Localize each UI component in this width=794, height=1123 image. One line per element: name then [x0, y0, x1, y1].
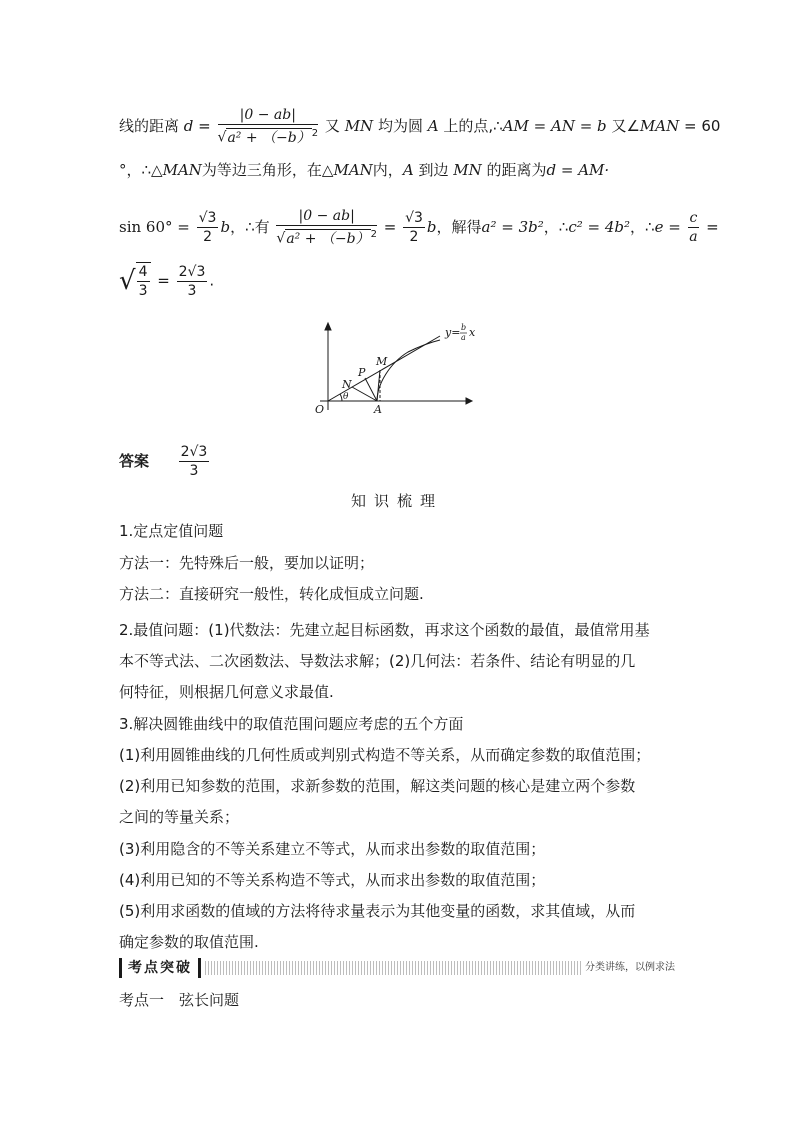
- fraction: [688, 209, 700, 246]
- period: .: [209, 271, 215, 290]
- label-y: y=: [445, 326, 461, 339]
- fraction-denominator: 2: [409, 228, 419, 245]
- body-line: (3)利用隐含的不等关系建立不等式，从而求出参数的取值范围；: [119, 840, 546, 858]
- x-axis-arrow: [466, 398, 472, 404]
- fraction-numerator: |0 − ab|: [218, 106, 319, 125]
- body-line: 1.定点定值问题: [119, 522, 224, 540]
- answer-line: [119, 443, 211, 480]
- fraction-numerator: c: [689, 209, 698, 226]
- fraction-denominator: 3: [189, 463, 199, 479]
- fraction: [177, 263, 208, 300]
- section-banner: [119, 958, 679, 978]
- solution-line-1: [119, 106, 720, 147]
- math-var: d: [183, 116, 194, 135]
- fraction-numerator: √3: [198, 209, 217, 226]
- fraction-numerator: 4: [138, 264, 148, 280]
- hyperbola-figure: [310, 318, 480, 418]
- math-expr: d = AM·: [546, 161, 610, 179]
- equals: =: [193, 116, 216, 135]
- banner-label: 考点突破: [119, 958, 201, 978]
- text: ，解得: [436, 217, 482, 236]
- math-var: b: [426, 217, 437, 236]
- radical-sign: √: [119, 266, 136, 296]
- sqrt-fraction: [136, 262, 151, 300]
- hyperbola-branch: [377, 340, 440, 401]
- label-O: O: [315, 403, 325, 416]
- exponent: 2: [311, 128, 319, 139]
- math-expr: c² = 4b²: [568, 217, 631, 236]
- body-line: 2.最值问题：(1)代数法：先建立起目标函数，再求这个函数的最值，最值常用基: [119, 621, 650, 639]
- radical-sign: √: [217, 129, 227, 146]
- subheading: 考点一 弦长问题: [119, 991, 240, 1009]
- text: = 60: [679, 116, 721, 135]
- label-theta: θ: [343, 392, 349, 402]
- banner-subtitle: 分类讲练，以例求法: [583, 960, 677, 976]
- fraction-denominator: a: [689, 228, 698, 245]
- equals: =: [378, 217, 402, 236]
- text: 又: [324, 116, 340, 135]
- math-var: MAN: [162, 161, 202, 179]
- text: °，∴△: [119, 161, 163, 179]
- body-line: 确定参数的取值范围.: [119, 933, 259, 951]
- math-var: MN: [344, 116, 374, 135]
- fraction-denominator: [218, 125, 319, 147]
- math-expr: AM = AN = b: [502, 116, 607, 135]
- label-N: N: [342, 378, 352, 391]
- math-expr: e =: [654, 217, 686, 236]
- math-var: MN: [453, 161, 482, 179]
- fraction-numerator: √3: [405, 209, 423, 226]
- math-var: A: [402, 161, 414, 179]
- fraction-numerator: 2√3: [180, 444, 208, 460]
- text: 又∠: [611, 116, 640, 135]
- text: 均为圆: [377, 116, 423, 135]
- body-line: 何特征，则根据几何意义求最值.: [119, 683, 334, 701]
- fraction: [197, 209, 219, 246]
- label-a: a: [461, 333, 466, 342]
- radicand: a² + （−b）: [227, 129, 311, 146]
- radicand: a² + （−b）: [286, 230, 370, 247]
- body-line: (4)利用已知的不等关系构造不等式，从而求出参数的取值范围；: [119, 871, 546, 889]
- math-var: A: [427, 116, 439, 135]
- answer-fraction: [179, 443, 210, 480]
- body-line: (1)利用圆锥曲线的几何性质或判别式构造不等关系，从而确定参数的取值范围；: [119, 746, 651, 764]
- distance-fraction: [218, 106, 319, 147]
- body-line: 方法一：先特殊后一般，要加以证明；: [119, 554, 375, 572]
- text: ，∴: [543, 217, 569, 236]
- text: ，∴有: [230, 217, 270, 236]
- text: 线的距离: [119, 116, 180, 135]
- equals: =: [152, 271, 175, 290]
- angle-arc: [340, 394, 342, 401]
- fraction-denominator: [276, 226, 377, 248]
- fraction-denominator: 3: [138, 283, 148, 299]
- answer-label: 答案: [119, 452, 150, 470]
- label-M: M: [376, 355, 388, 368]
- solution-line-3: [119, 207, 719, 248]
- equals: =: [701, 217, 719, 236]
- solution-line-2: [119, 160, 609, 180]
- text: 的距离为: [486, 161, 547, 179]
- text: 到边: [418, 161, 449, 179]
- fraction-denominator: 2: [203, 228, 212, 245]
- body-line: 之间的等量关系；: [119, 808, 240, 826]
- solution-line-4: [119, 262, 214, 300]
- exponent: 2: [370, 229, 377, 240]
- body-line: (2)利用已知参数的范围，求新参数的范围，解这类问题的核心是建立两个参数: [119, 777, 636, 795]
- math-expr: sin 60° =: [119, 217, 195, 236]
- fraction-numerator: |0 − ab|: [276, 207, 377, 226]
- label-P: P: [358, 366, 366, 379]
- body-line: 3.解决圆锥曲线中的取值范围问题应考虑的五个方面: [119, 715, 464, 733]
- label-x: x: [469, 326, 476, 339]
- text: 上的点,∴: [443, 116, 503, 135]
- radical-sign: √: [276, 230, 286, 247]
- body-line: 本不等式法、二次函数法、导数法求解；(2)几何法：若条件、结论有明显的几: [119, 652, 636, 670]
- fraction-numerator: 2√3: [178, 263, 206, 280]
- label-b: b: [461, 323, 467, 332]
- distance-fraction: [276, 207, 377, 248]
- fraction-denominator: 3: [187, 282, 197, 299]
- text: ，∴: [630, 217, 655, 236]
- math-var: MAN: [639, 116, 680, 135]
- label-A: A: [374, 403, 382, 416]
- body-line: (5)利用求函数的值域的方法将待求量表示为其他变量的函数，求其值域，从而: [119, 902, 636, 920]
- math-var: b: [220, 217, 231, 236]
- math-expr: a² = 3b²: [481, 217, 544, 236]
- text: 为等边三角形，在△: [201, 161, 334, 179]
- body-line: 方法二：直接研究一般性，转化成恒成立问题.: [119, 585, 424, 603]
- section-title: 知识梳理: [350, 492, 443, 510]
- text: 内，: [372, 161, 403, 179]
- fraction: [403, 209, 425, 246]
- math-var: MAN: [333, 161, 373, 179]
- y-axis-arrow: [325, 323, 331, 330]
